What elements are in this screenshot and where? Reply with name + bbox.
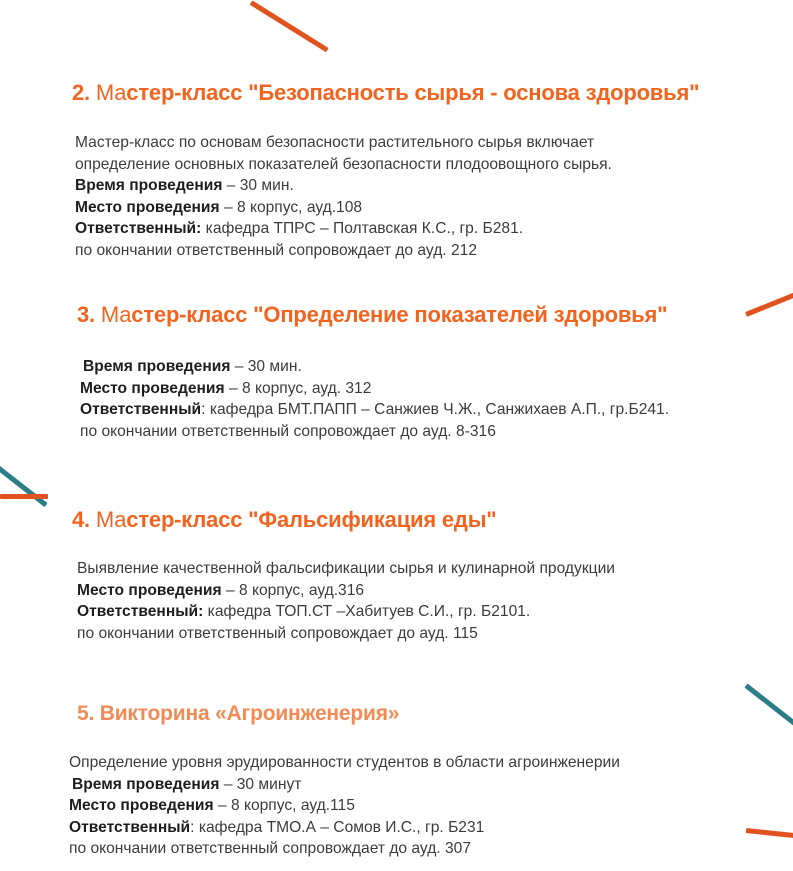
section-4-number: 4. bbox=[72, 507, 90, 532]
section-3-resp-value: : кафедра БМТ.ПАПП – Санжиев Ч.Ж., Санжихаев А.П., гр.Б241. bbox=[201, 401, 670, 418]
section-5-place-row bbox=[69, 795, 620, 817]
section-3-number: 3. bbox=[77, 302, 95, 327]
section-3-time-row bbox=[80, 356, 669, 378]
section-4-resp-value: кафедра ТОП.СТ –Хабитуев С.И., гр. Б2101. bbox=[203, 603, 531, 620]
section-4-place-value: – 8 корпус, ауд.316 bbox=[221, 581, 365, 599]
section-4-heading bbox=[72, 507, 497, 533]
section-4-description: Выявление качественной фальсификации сырья и кулинарной продукции bbox=[77, 560, 616, 577]
section-3-heading bbox=[77, 302, 667, 328]
section-4-title-rest: стер-класс "Фальсификация еды" bbox=[126, 507, 497, 532]
section-2-title-rest: стер-класс "Безопасность сырья - основа здоровья" bbox=[126, 80, 700, 105]
section-2-time-row bbox=[75, 175, 612, 197]
section-5-place-label: Место проведения bbox=[69, 797, 214, 814]
section-2-resp-value: кафедра ТПРС – Полтавская К.С., гр. Б281. bbox=[201, 220, 524, 237]
section-4-body bbox=[77, 558, 615, 644]
section-5-place-value: – 8 корпус, ауд.115 bbox=[213, 797, 355, 814]
section-2-place-row bbox=[75, 197, 612, 219]
section-2-body bbox=[75, 132, 612, 261]
section-2-time-value: – 30 мин. bbox=[222, 177, 294, 194]
section-2-title-first: Ма bbox=[95, 80, 127, 105]
decorative-stripe-top bbox=[250, 0, 329, 52]
section-3-resp-label: Ответственный bbox=[80, 401, 202, 418]
section-2-heading bbox=[72, 80, 699, 106]
section-4-place-label: Место проведения bbox=[77, 581, 222, 599]
section-4-resp-row bbox=[77, 601, 615, 623]
section-3-resp-row bbox=[80, 399, 669, 421]
section-2-description-line2: определение основных показателей безопасности плодоовощного сырья. bbox=[75, 155, 612, 173]
section-4-title-first: Ма bbox=[95, 507, 127, 532]
section-2-resp-label: Ответственный: bbox=[75, 220, 202, 237]
section-3-place-value: – 8 корпус, ауд. 312 bbox=[224, 379, 372, 397]
section-3-title-rest: стер-класс "Определение показателей здоровья" bbox=[131, 302, 668, 327]
section-5-resp-label: Ответственный bbox=[69, 818, 191, 836]
section-5-time-row bbox=[69, 774, 620, 796]
decorative-stripe-right-2 bbox=[746, 828, 793, 839]
decorative-stripe-left-teal bbox=[0, 463, 48, 508]
section-5-description: Определение уровня эрудированности студентов в области агроинженерии bbox=[69, 754, 620, 771]
section-2-resp-row bbox=[75, 218, 612, 240]
section-2-description-line1: Мастер-класс по основам безопасности растительного сырья включает bbox=[75, 134, 595, 151]
section-2-time-label: Время проведения bbox=[75, 177, 223, 194]
section-2-number: 2. bbox=[72, 80, 90, 105]
section-5-time-label: Время проведения bbox=[72, 775, 220, 793]
section-3-time-value: – 30 мин. bbox=[230, 358, 302, 375]
section-3-note: по окончании ответственный сопровождает до ауд. 8-316 bbox=[80, 422, 496, 440]
section-3-title-first: Ма bbox=[100, 302, 132, 327]
section-3-place-label: Место проведения bbox=[80, 379, 225, 397]
section-5-time-value: – 30 минут bbox=[219, 775, 302, 793]
section-3-body bbox=[80, 356, 669, 442]
section-2-place-label: Место проведения bbox=[75, 198, 220, 216]
section-4-resp-label: Ответственный: bbox=[77, 603, 204, 620]
decorative-stripe-left-orange bbox=[0, 494, 48, 499]
section-5-resp-value: : кафедра ТМО.А – Сомов И.С., гр. Б231 bbox=[190, 818, 485, 836]
section-2-place-value: – 8 корпус, ауд.108 bbox=[219, 198, 363, 216]
section-5-resp-row bbox=[69, 817, 620, 839]
section-3-place-row bbox=[80, 378, 669, 400]
section-4-place-row bbox=[77, 580, 615, 602]
section-5-body bbox=[69, 752, 620, 860]
section-5-heading: 5. Викторина «Агроинженерия» bbox=[77, 702, 400, 725]
section-3-time-label: Время проведения bbox=[83, 358, 231, 375]
section-5-note: по окончании ответственный сопровождает до ауд. 307 bbox=[69, 840, 471, 857]
section-4-note: по окончании ответственный сопровождает до ауд. 115 bbox=[77, 624, 478, 642]
decorative-stripe-right-teal bbox=[744, 684, 793, 727]
decorative-stripe-right-1 bbox=[745, 290, 793, 316]
section-2-note: по окончании ответственный сопровождает до ауд. 212 bbox=[75, 241, 477, 259]
